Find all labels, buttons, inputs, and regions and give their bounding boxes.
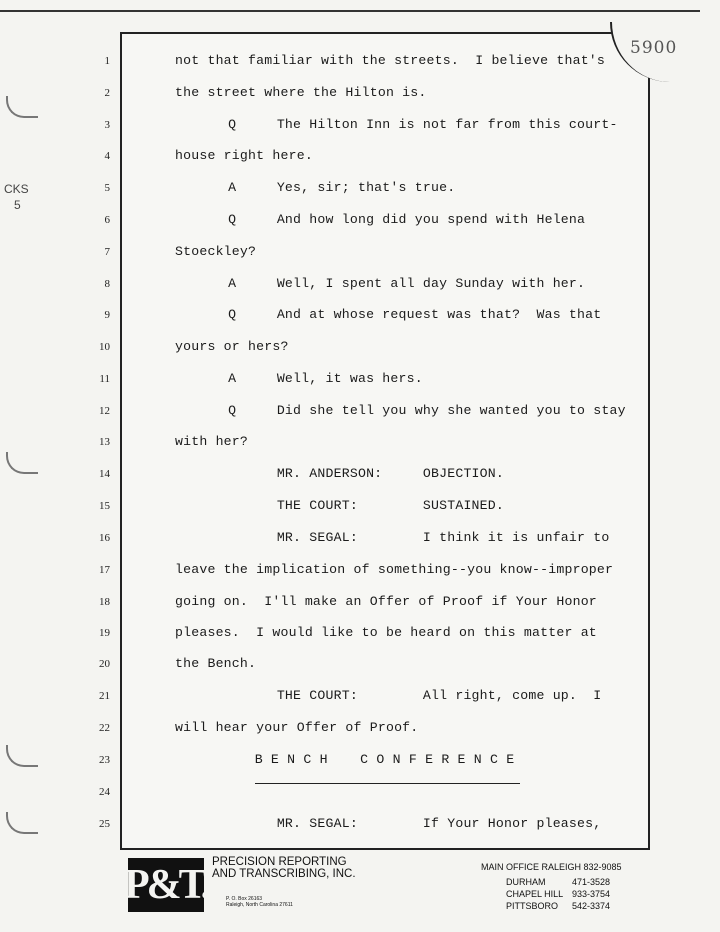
transcript-line: house right here.	[175, 148, 313, 163]
top-edge-rule	[0, 10, 700, 12]
transcript-line: the Bench.	[175, 656, 257, 671]
transcript-line: THE COURT: All right, come up. I	[147, 688, 602, 703]
company-name-line2: AND TRANSCRIBING, INC.	[212, 868, 356, 880]
line-number: 1	[104, 55, 110, 67]
punch-hole-mark	[6, 745, 38, 767]
line-number: 18	[99, 596, 110, 608]
line-number: 15	[99, 500, 110, 512]
punch-hole-mark	[6, 452, 38, 474]
punch-hole-mark	[6, 812, 38, 834]
line-number: 4	[104, 150, 110, 162]
transcript-line: yours or hers?	[175, 339, 289, 354]
punch-hole-mark	[6, 96, 38, 118]
office-phone: 471-3528	[572, 877, 611, 887]
company-logo: P&T.	[128, 858, 204, 912]
office-phone: 542-3374	[572, 901, 611, 911]
line-number: 2	[104, 87, 110, 99]
line-number: 16	[99, 532, 110, 544]
line-number: 11	[99, 373, 110, 385]
office-city: PITTSBORO	[506, 901, 559, 911]
office-phone: 933-3754	[572, 889, 611, 899]
line-number: 9	[104, 309, 110, 321]
transcript-line: with her?	[175, 434, 249, 449]
transcript-line: A Well, it was hers.	[147, 371, 423, 386]
line-number: 7	[104, 246, 110, 258]
line-number: 24	[99, 786, 110, 798]
transcript-line: Q And how long did you spend with Helena	[147, 212, 586, 227]
transcript-line: going on. I'll make an Offer of Proof if Your Honor	[175, 594, 597, 609]
transcript-line: A Well, I spent all day Sunday with her.	[147, 276, 586, 291]
line-number: 10	[99, 341, 110, 353]
transcript-line: the street where the Hilton is.	[175, 85, 427, 100]
transcript-line: MR. SEGAL: I think it is unfair to	[147, 530, 610, 545]
transcript-line: Q Did she tell you why she wanted you to stay	[147, 403, 626, 418]
line-number: 13	[99, 436, 110, 448]
company-city: Raleigh, North Carolina 27611	[226, 902, 293, 908]
main-office: MAIN OFFICE RALEIGH 832-9085	[481, 862, 622, 872]
line-number: 19	[99, 627, 110, 639]
line-number: 17	[99, 564, 110, 576]
office-city: DURHAM	[506, 877, 546, 887]
line-number: 12	[99, 405, 110, 417]
line-number: 22	[99, 722, 110, 734]
page-number: 5900	[630, 38, 678, 58]
line-number: 14	[99, 468, 110, 480]
office-city: CHAPEL HILL	[506, 889, 564, 899]
transcript-line: MR. ANDERSON: OBJECTION.	[147, 466, 505, 481]
company-address	[226, 896, 293, 908]
line-number: 25	[99, 818, 110, 830]
transcript-line: A Yes, sir; that's true.	[147, 180, 456, 195]
transcript-line: Q And at whose request was that? Was that	[147, 307, 602, 322]
company-name	[212, 856, 412, 880]
line-number: 3	[104, 119, 110, 131]
line-number: 6	[104, 214, 110, 226]
transcript-line: Stoeckley?	[175, 244, 257, 259]
transcript-line: leave the implication of something--you know--improper	[175, 562, 614, 577]
line-number: 21	[99, 690, 110, 702]
company-name-line1: PRECISION REPORTING	[212, 856, 347, 868]
bench-conference-rule	[255, 783, 520, 784]
transcript-line: MR. SEGAL: If Your Honor pleases,	[147, 816, 602, 831]
line-number: 23	[99, 754, 110, 766]
transcript-line: Q The Hilton Inn is not far from this court-	[147, 117, 618, 132]
transcript-line: B E N C H C O N F E R E N C E	[133, 752, 515, 767]
po-box: P. O. Box 26163	[226, 896, 263, 902]
margin-mark-2: 5	[14, 198, 21, 212]
line-number: 5	[104, 182, 110, 194]
line-number: 20	[99, 658, 110, 670]
transcript-line: not that familiar with the streets. I believe that's	[175, 53, 606, 68]
transcript-line: THE COURT: SUSTAINED.	[147, 498, 505, 513]
margin-mark-1: CKS	[4, 182, 29, 196]
transcript-line: will hear your Offer of Proof.	[175, 720, 419, 735]
transcript-line: pleases. I would like to be heard on this matter at	[175, 625, 597, 640]
line-number: 8	[104, 278, 110, 290]
